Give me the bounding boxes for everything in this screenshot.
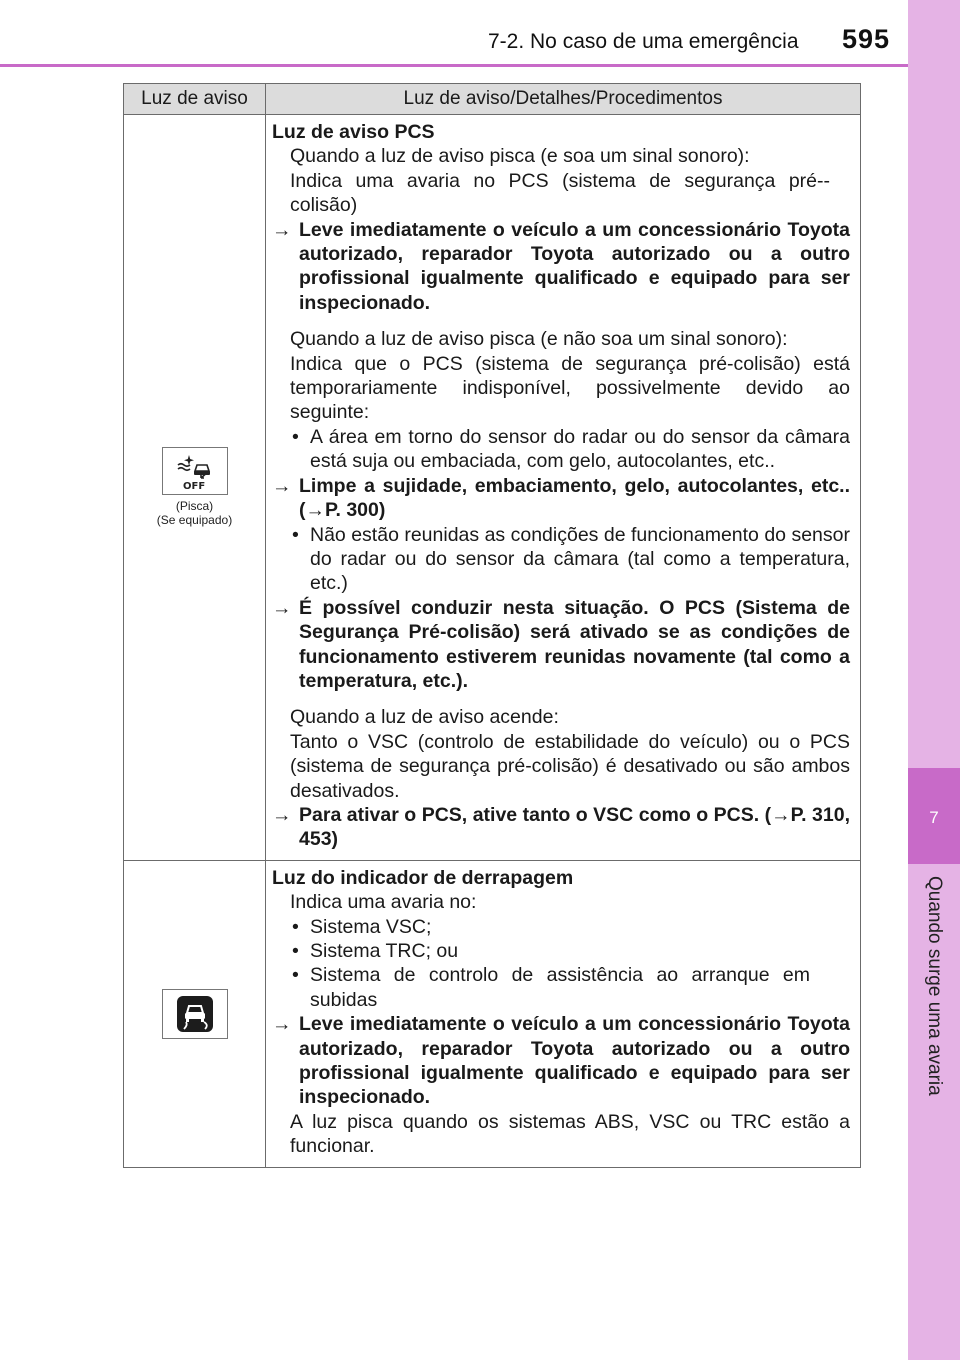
details-cell <box>266 115 861 861</box>
table-row <box>124 860 861 1167</box>
arrow-icon: → <box>272 1013 292 1036</box>
pcs-case1-action: → Leve imediatamente o veículo a um concessionário Toyota autorizado, reparador Toyota autorizado ou a outro profissional igualmente qualificado e equipado para ser inspecionado. <box>272 218 850 314</box>
slip-indicator-icon <box>162 989 228 1039</box>
details-cell <box>266 860 861 1167</box>
slip-action: → Leve imediatamente o veículo a um concessionário Toyota autorizado, reparador Toyota autorizado ou a outro profissional igualmente qualificado e equipado para ser inspecionado. <box>272 1013 850 1109</box>
pcs-title: Luz de aviso PCS <box>272 121 435 143</box>
section-title: 7-2. No caso de uma emergência <box>488 30 799 53</box>
icon-cell <box>124 860 266 1167</box>
bullet-icon: • <box>292 915 299 938</box>
list-item: • Sistema VSC; <box>292 915 432 938</box>
pcs-case3-meaning: Tanto o VSC (controlo de estabilidade do veículo) ou o PCS (sistema de segurança pré-colisão) é desativado ou são ambos desativados. <box>290 730 850 802</box>
pcs-off-warning-icon <box>162 447 228 495</box>
pcs-case2-action-drive: → É possível conduzir nesta situação. O PCS (Sistema de Segurança Pré-colisão) será ativado se as condições de funcionamento estiverem reunidas novamente (tal como a temperatura, etc.). <box>272 596 850 692</box>
arrow-icon: → <box>272 474 292 497</box>
slip-note: A luz pisca quando os sistemas ABS, VSC ou TRC estão a funcionar. <box>290 1110 850 1158</box>
list-item: • A área em torno do sensor do radar ou do sensor da câmara está suja ou embaciada, com gelo, autocolantes, etc.. <box>292 425 850 473</box>
list-item: • Não estão reunidas as condições de funcionamento do sensor do radar ou do sensor da câmara (tal como a temperatura, etc.) <box>292 523 850 595</box>
icon-cell <box>124 115 266 861</box>
chapter-number: 7 <box>929 808 939 827</box>
slip-title: Luz do indicador de derrapagem <box>272 866 574 889</box>
list-item: • Sistema de controlo de assistência ao arranque em subidas <box>292 964 810 1011</box>
pcs-case1-condition: Quando a luz de aviso pisca (e soa um sinal sonoro): <box>290 145 750 168</box>
icon-caption-flash: (Pisca) <box>175 499 214 514</box>
warning-light-table <box>123 83 861 1168</box>
chapter-label: Quando surge uma avaria <box>924 876 945 1096</box>
arrow-icon: → <box>272 803 292 826</box>
bullet-icon: • <box>292 964 299 987</box>
table-header-row <box>124 84 861 115</box>
pcs-case2-action-clean: → Limpe a sujidade, embaciamento, gelo, autocolantes, etc.. (→P. 300) <box>272 474 850 522</box>
pcs-case3-condition: Quando a luz de aviso acende: <box>290 706 559 729</box>
table-row <box>124 115 861 861</box>
bullet-icon: • <box>292 940 299 962</box>
pcs-case2-condition: Quando a luz de aviso pisca (e não soa um sinal sonoro): <box>290 328 788 351</box>
arrow-icon: → <box>272 596 292 619</box>
column-header-light: Luz de aviso <box>124 84 266 115</box>
pcs-case2-meaning: Indica que o PCS (sistema de segurança pré-colisão) está temporariamente indisponível, possivelmente devido ao seguinte: <box>290 352 850 424</box>
header-rule <box>0 64 908 67</box>
arrow-icon: → <box>272 218 292 241</box>
icon-caption-equipped: (Se equipado) <box>156 513 233 528</box>
pcs-case1-meaning: Indica uma avaria no PCS (sistema de segurança pré--colisão) <box>290 169 830 217</box>
bullet-icon: • <box>292 425 299 448</box>
bullet-icon: • <box>292 523 299 546</box>
column-header-details: Luz de aviso/Detalhes/Procedimentos <box>266 84 861 115</box>
svg-text:OFF: OFF <box>182 481 205 492</box>
chapter-box <box>908 768 960 864</box>
list-item: • Sistema TRC; ou <box>292 940 459 962</box>
pcs-case3-action: → Para ativar o PCS, ative tanto o VSC como o PCS. (→P. 310, 453) <box>272 803 850 851</box>
slip-meaning: Indica uma avaria no: <box>290 891 477 914</box>
side-tab <box>908 0 960 1360</box>
page-number: 595 <box>842 24 891 54</box>
